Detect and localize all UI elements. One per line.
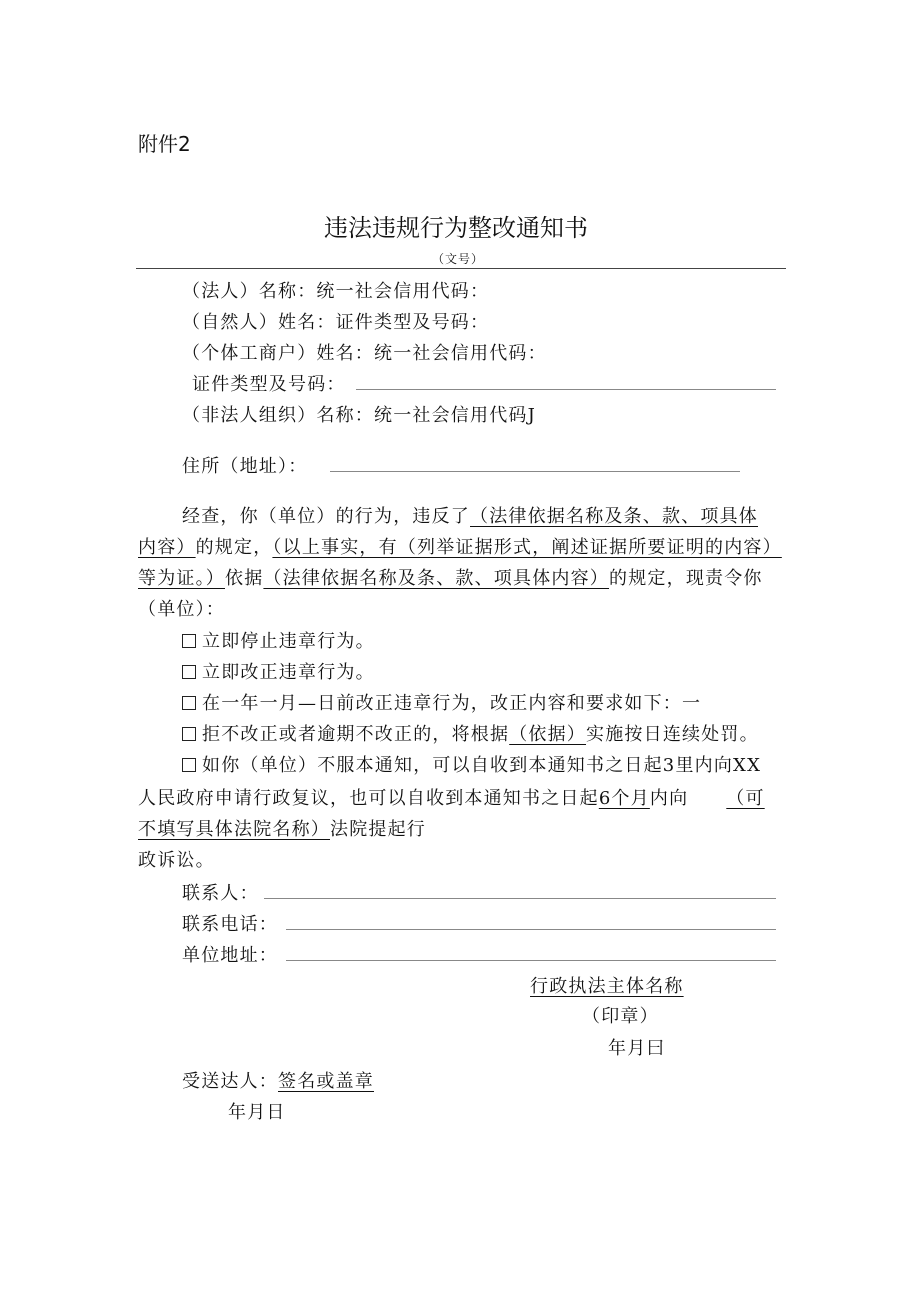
- contact-person-blank: [264, 898, 776, 899]
- unit-address-blank: [286, 960, 776, 961]
- body-line-4: （单位）：: [138, 599, 225, 620]
- option-stop[interactable]: 立即停止违章行为。: [182, 630, 375, 654]
- id-type-blank: [356, 389, 776, 390]
- checkbox-icon[interactable]: [182, 665, 196, 679]
- doc-number: （文号）: [432, 252, 485, 266]
- unit-address-label: 单位地址：: [182, 945, 278, 966]
- party-natural-person: （自然人）姓名：证件类型及号码：: [182, 312, 490, 333]
- seal-label: （印章）: [582, 1006, 659, 1027]
- appeal-line-1: 人民政府申请行政复议，也可以自收到本通知书之日起6个月内向 （可: [138, 788, 765, 809]
- recipient-date: 年月日: [228, 1102, 286, 1123]
- attachment-label: 附件2: [138, 132, 191, 156]
- contact-phone-blank: [286, 929, 776, 930]
- option-correct[interactable]: 立即改正违章行为。: [182, 661, 375, 685]
- checkbox-icon[interactable]: [182, 758, 196, 772]
- header-rule: [136, 268, 786, 269]
- body-line-2: 内容）的规定，（以上事实，有（列举证据形式，阐述证据所要证明的内容）: [138, 537, 782, 558]
- address-label: 住所（地址）：: [182, 456, 308, 477]
- body-line-3: 等为证。）依据（法律依据名称及条、款、项具体内容）的规定，现责令你: [138, 568, 763, 589]
- party-individual-business: （个体工商户）姓名：统一社会信用代码：: [182, 343, 547, 364]
- party-id-type-label: 证件类型及号码：: [192, 374, 346, 395]
- option-deadline[interactable]: 在一年一月—日前改正违章行为，改正内容和要求如下：一: [182, 692, 701, 716]
- checkbox-icon[interactable]: [182, 727, 196, 741]
- checkbox-icon[interactable]: [182, 634, 196, 648]
- signature-date: 年月曰: [608, 1038, 666, 1059]
- option-appeal[interactable]: 如你（单位）不服本通知，可以自收到本通知书之日起3里内向XX: [182, 754, 761, 778]
- appeal-line-2: 不填写具体法院名称）法院提起行: [138, 819, 426, 840]
- appeal-line-3: 政诉讼。: [138, 850, 215, 871]
- party-legal-person: （法人）名称：统一社会信用代码：: [182, 281, 490, 302]
- party-non-legal-org: （非法人组织）名称：统一社会信用代码J: [182, 405, 537, 426]
- page-title: 违法违规行为整改通知书: [324, 214, 588, 242]
- recipient-line: 受送达人：签名或盖章: [182, 1071, 374, 1092]
- contact-phone-label: 联系电话：: [182, 914, 278, 935]
- contact-person-label: 联系人：: [182, 883, 259, 904]
- body-line-1: 经查，你（单位）的行为，违反了（法律依据名称及条、款、项具体: [182, 506, 758, 527]
- address-blank: [330, 471, 740, 472]
- enforcement-authority: 行政执法主体名称: [530, 976, 684, 997]
- checkbox-icon[interactable]: [182, 696, 196, 710]
- option-penalty[interactable]: 拒不改正或者逾期不改正的，将根据（依据）实施按日连续处罚。: [182, 723, 759, 747]
